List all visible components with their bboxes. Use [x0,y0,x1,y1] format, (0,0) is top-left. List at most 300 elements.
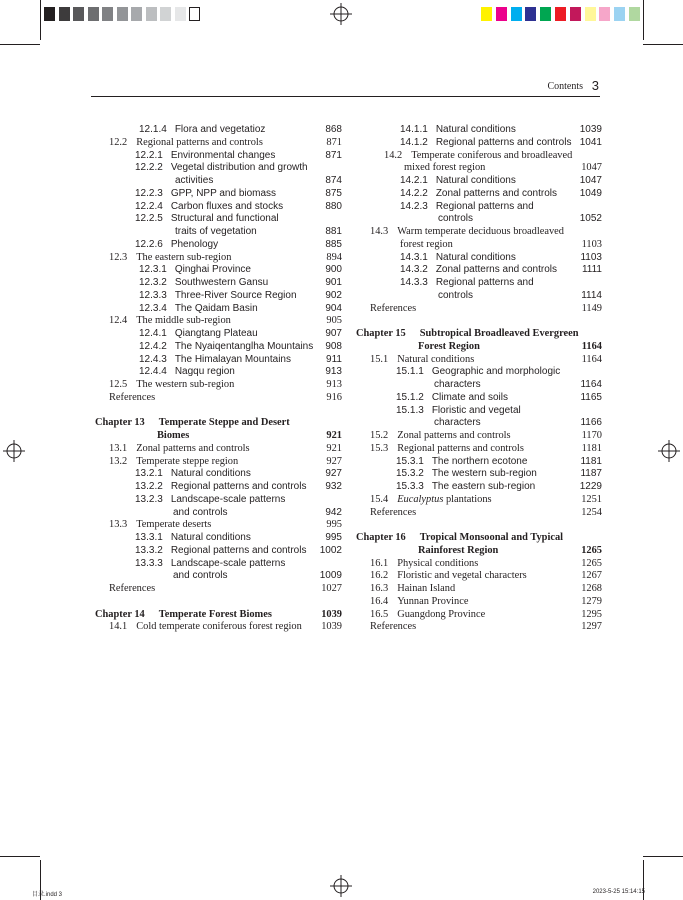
toc-chapter-heading[interactable] [356,328,602,341]
toc-entry-number: 13.2.3 [135,493,163,505]
color-swatch [496,7,507,21]
toc-entry-number: 15.1.3 [396,404,424,416]
toc-entry-title: Geographic and morphologic [431,366,561,378]
toc-entry[interactable] [370,264,602,277]
toc-entry-title: Physical conditions [397,557,479,569]
toc-entry-title: Temperate coniferous and broadleaved [411,149,573,161]
toc-right-column [356,124,602,634]
toc-entry-number: 16.5 [370,608,389,620]
toc-entry-number: 12.2.3 [135,187,163,199]
toc-entry-number: 12.4 [109,315,128,327]
toc-entry[interactable] [370,252,602,265]
toc-entry-number: 15.1.2 [396,391,424,403]
toc-entry-title: traits of vegetation [175,226,257,237]
color-swatch [585,7,596,21]
toc-entry-title: forest region [400,238,453,250]
toc-page-number: 894 [326,251,342,263]
toc-entry[interactable] [370,494,602,507]
registration-mark-icon [658,440,680,462]
toc-spacer [95,405,342,418]
toc-entry-number: 15.1 [370,353,389,365]
toc-entry-title: Warm temperate deciduous broadleaved [397,226,564,237]
toc-entry-title: Landscape-scale patterns [170,493,286,505]
toc-entry[interactable] [370,379,602,392]
toc-entry-title: Three-River Source Region [174,289,297,301]
toc-entry-number: 13.1 [109,442,128,454]
toc-entry-title: Zonal patterns and controls [435,264,557,276]
toc-entry-number: 14.3 [370,226,389,237]
toc-entry[interactable] [370,239,602,252]
toc-entry-number: 14.3.2 [400,264,428,276]
toc-entry[interactable] [95,456,342,469]
toc-entry[interactable] [95,468,342,481]
toc-entry[interactable] [95,366,342,379]
toc-entry[interactable] [95,558,342,571]
toc-entry-number: 12.3.1 [139,264,167,276]
toc-entry-title: characters [434,417,481,429]
toc-entry-title: Natural conditions [435,251,516,263]
color-swatch [629,7,640,21]
toc-entry[interactable] [370,570,602,583]
toc-entry-number: 15.1.1 [396,366,424,378]
toc-entry-number: 12.3.2 [139,277,167,288]
toc-entry[interactable] [370,481,602,494]
toc-entry-number: 12.2.4 [135,200,163,212]
toc-entry-number: 12.2.1 [135,149,163,161]
running-header-title: Contents [547,81,583,92]
toc-entry[interactable] [370,443,602,456]
toc-page-number: 927 [326,455,342,467]
toc-chapter-heading[interactable] [370,545,602,558]
color-swatch [599,7,610,21]
toc-page-number: 1149 [581,302,602,314]
toc-entry[interactable] [370,213,602,226]
registration-mark-icon [330,3,352,25]
toc-page-number: 1166 [580,417,602,429]
toc-entry-number: 14.1.1 [400,124,428,135]
toc-entry[interactable] [370,596,602,609]
toc-page-number: 874 [325,175,342,186]
toc-page-number: 1049 [579,187,602,199]
toc-entry-title: References [109,391,156,403]
toc-entry[interactable] [370,137,602,150]
color-swatch [160,7,171,21]
toc-entry-title: Vegetal distribution and growth [170,162,308,174]
toc-entry-title: The western sub-region [431,468,537,480]
toc-entry-title: Floristic and vegetal characters [397,570,527,582]
toc-entry[interactable] [95,162,342,175]
color-swatch [59,7,70,21]
toc-entry-title: Temperate Forest Biomes [158,608,272,620]
toc-entry[interactable] [370,162,602,175]
toc-entry[interactable] [95,124,342,137]
toc-page-number: 1251 [581,493,602,505]
toc-entry-number: 12.3.4 [139,302,167,314]
toc-entry-number: 16.1 [370,557,389,569]
toc-entry-number: 13.2 [109,455,128,467]
toc-entry-title-rest: plantations [443,493,492,505]
toc-page-number: 1103 [580,251,602,263]
toc-entry[interactable] [370,201,602,214]
toc-entry-title: The middle sub-region [136,315,231,327]
toc-entry-number: 16.4 [370,595,389,607]
toc-entry-title: References [370,506,417,518]
toc-entry-title-italic: Eucalyptus [397,493,444,505]
toc-page-number: 942 [325,506,342,518]
toc-page-number: 1103 [581,238,602,250]
toc-entry-number: 12.1.4 [139,124,167,135]
toc-page-number: 1265 [581,557,602,569]
toc-entry-title: Carbon fluxes and stocks [170,200,284,212]
toc-entry-number: 15.3 [370,442,389,454]
toc-entry-number: 15.3.2 [396,468,424,480]
crop-mark [643,44,683,45]
toc-entry[interactable] [370,150,602,163]
toc-entry-title: characters [434,379,481,390]
toc-entry-title: Zonal patterns and controls [397,430,511,441]
toc-entry-number: Chapter 15 [356,328,406,339]
toc-entry-title: Temperate Steppe and Desert [158,417,290,429]
toc-entry-number: 12.4.4 [139,366,167,378]
toc-entry-number: 12.3 [109,251,128,263]
toc-entry-title: Cold temperate coniferous forest region [136,621,302,633]
toc-entry-number: 12.2.5 [135,213,163,225]
toc-entry-title: controls [438,213,474,225]
toc-entry[interactable] [95,252,342,265]
toc-chapter-heading[interactable] [356,532,602,545]
toc-page-number: 1114 [581,289,602,301]
toc-page-number: 907 [325,328,342,339]
color-swatch [117,7,128,21]
toc-page-number: 908 [325,340,342,352]
toc-entry-title: The Qaidam Basin [174,302,258,314]
toc-page-number: 1164 [580,379,602,390]
toc-page-number: 1041 [579,136,602,148]
registration-mark-icon [3,440,25,462]
toc-entry-title: Qinghai Province [174,264,251,276]
toc-page-number: 1164 [581,340,602,352]
toc-entry-number: 14.2 [384,149,403,161]
toc-page-number: 1187 [580,468,602,480]
toc-page-number: 904 [325,302,342,314]
toc-entry-title: References [109,583,156,594]
toc-chapter-heading[interactable] [95,430,342,443]
toc-page-number: 913 [326,379,342,390]
toc-page-number: 1295 [581,608,602,620]
toc-page-number: 1181 [580,455,602,467]
toc-entry[interactable] [95,443,342,456]
toc-entry-title: Biomes [157,430,190,441]
toc-page-number: 902 [325,289,342,301]
crop-mark [0,44,40,45]
toc-entry-number: 14.2.1 [400,175,428,186]
toc-entry-title: Hainan Island [397,583,456,594]
toc-entry-title: mixed forest region [404,162,486,174]
toc-entry-number: 16.3 [370,583,389,594]
color-swatch [44,7,55,21]
toc-entry[interactable] [370,609,602,622]
toc-entry-title: Rainforest Region [418,544,499,556]
toc-entry-title: References [370,621,417,633]
toc-page-number: 868 [325,124,342,135]
toc-entry[interactable] [95,481,342,494]
toc-entry-number: 15.4 [370,493,389,505]
toc-entry-number: 14.2.3 [400,200,428,212]
toc-entry-title: Regional patterns and [435,200,534,212]
toc-entry-number: 12.2.6 [135,238,163,250]
toc-entry[interactable] [95,137,342,150]
toc-entry-number: 13.3.1 [135,532,163,543]
toc-page-number: 921 [326,442,342,454]
toc-page-number: 1002 [319,544,342,556]
toc-page-number: 875 [325,187,342,199]
toc-page-number: 905 [326,315,342,327]
slug-file-name: 目录.indd 3 [32,892,63,898]
toc-left-column [95,124,342,634]
toc-page-number: 1268 [581,583,602,594]
toc-entry-number: 12.4.2 [139,340,167,352]
toc-entry-title: Temperate steppe region [136,455,239,467]
toc-entry[interactable] [95,379,342,392]
toc-entry[interactable] [95,328,342,341]
toc-page-number: 1047 [581,162,602,174]
toc-entry-title: Climate and soils [431,391,508,403]
toc-page-number: 1181 [581,442,602,454]
toc-entry-title: Yunnan Province [397,595,469,607]
toc-entry[interactable] [95,545,342,558]
toc-entry[interactable] [95,201,342,214]
toc-entry[interactable] [95,570,342,583]
toc-entry[interactable] [370,430,602,443]
toc-entry[interactable] [370,188,602,201]
toc-entry-title: The northern ecotone [431,455,528,467]
toc-entry-number: 13.2.2 [135,481,163,492]
toc-page-number: 900 [325,264,342,276]
toc-entry-title: Environmental changes [170,149,276,161]
toc-entry[interactable] [370,303,602,316]
toc-entry-title: The Nyaiqentanglha Mountains [174,340,314,352]
toc-entry-number: 14.3.3 [400,277,428,288]
header-rule [91,96,600,97]
toc-entry-title: activities [175,175,214,186]
toc-entry[interactable] [95,226,342,239]
toc-entry[interactable] [95,507,342,520]
color-swatch [189,7,200,21]
toc-entry[interactable] [370,366,602,379]
toc-entry-title: Natural conditions [435,175,516,186]
toc-entry-number: Chapter 16 [356,532,406,543]
running-header-page-number: 3 [591,78,599,93]
toc-entry[interactable] [95,303,342,316]
toc-entry-number: 14.1.2 [400,136,428,148]
toc-entry-title: Regional patterns and controls [170,544,307,556]
color-swatch [73,7,84,21]
toc-page-number: 1009 [319,570,342,582]
toc-page-number: 995 [326,519,342,531]
toc-page-number: 1027 [321,583,342,594]
toc-page-number: 881 [325,226,342,237]
toc-entry-number: 14.3.1 [400,251,428,263]
toc-entry-title: Flora and vegetatioz [174,124,266,135]
toc-page-number: 1164 [581,353,602,365]
toc-entry-title: Zonal patterns and controls [136,442,250,454]
toc-page-number: 1047 [579,175,602,186]
toc-page-number: 1267 [581,570,602,582]
toc-entry[interactable] [370,226,602,239]
toc-entry[interactable] [95,175,342,188]
toc-entry[interactable] [95,264,342,277]
toc-entry-title: References [370,302,417,314]
color-swatch [88,7,99,21]
toc-page-number: 916 [326,391,342,403]
toc-entry-title: Regional patterns and controls [170,481,307,492]
color-swatch [511,7,522,21]
toc-entry[interactable] [370,558,602,571]
color-swatch [146,7,157,21]
toc-entry[interactable] [370,392,602,405]
toc-entry[interactable] [370,456,602,469]
toc-entry[interactable] [370,417,602,430]
color-swatch [102,7,113,21]
toc-entry[interactable] [370,124,602,137]
toc-entry[interactable] [370,175,602,188]
toc-entry-number: 13.3 [109,519,128,531]
toc-entry-title: Zonal patterns and controls [435,187,557,199]
toc-entry[interactable] [95,583,342,596]
toc-entry-title: Regional patterns and [435,277,534,288]
toc-page-number: 911 [326,353,342,365]
toc-entry-title [397,494,491,505]
toc-entry[interactable] [95,277,342,290]
toc-entry[interactable] [95,532,342,545]
registration-mark-icon [330,875,352,897]
toc-entry[interactable] [95,354,342,367]
toc-page-number: 1039 [321,608,342,620]
toc-entry-title: controls [438,289,474,301]
toc-entry-title: and controls [173,506,228,518]
toc-page-number: 1229 [579,481,602,492]
toc-chapter-heading[interactable] [370,341,602,354]
toc-entry-title: and controls [173,570,228,582]
toc-entry[interactable] [95,290,342,303]
toc-entry-number: 13.3.2 [135,544,163,556]
toc-page-number: 1052 [579,213,602,225]
color-swatch [614,7,625,21]
toc-entry[interactable] [370,354,602,367]
crop-mark [0,856,40,857]
toc-entry-title: Subtropical Broadleaved Evergreen [419,328,579,339]
toc-entry-title: Natural conditions [170,468,251,480]
toc-page-number: 1279 [581,595,602,607]
toc-entry-title: Guangdong Province [397,608,486,620]
toc-entry-title: Natural conditions [170,532,251,543]
toc-page-number: 1265 [581,544,602,556]
toc-entry-number: 12.4.3 [139,353,167,365]
toc-chapter-heading[interactable] [95,609,342,622]
toc-entry-title: The eastern sub-region [136,251,232,263]
toc-entry-number: 13.3.3 [135,557,163,569]
toc-entry-number: Chapter 13 [95,417,145,429]
toc-entry-number: 12.3.3 [139,289,167,301]
toc-chapter-heading[interactable] [95,417,342,430]
toc-entry[interactable] [95,150,342,163]
toc-entry-number: Chapter 14 [95,608,145,620]
toc-entry[interactable] [95,239,342,252]
color-swatch [555,7,566,21]
toc-entry[interactable] [370,507,602,520]
toc-entry-title: Nagqu region [174,366,235,378]
toc-entry-number: 12.2 [109,136,128,148]
toc-entry-title: Natural conditions [397,353,475,365]
toc-entry-title: Tropical Monsoonal and Typical [419,532,564,543]
toc-entry-title: The Himalayan Mountains [174,353,291,365]
toc-entry-number: 16.2 [370,570,389,582]
toc-page-number: 995 [325,532,342,543]
toc-spacer [370,519,602,532]
color-swatch [481,7,492,21]
toc-entry-number: 15.2 [370,430,389,441]
toc-page-number: 1039 [579,124,602,135]
toc-entry[interactable] [95,341,342,354]
toc-entry[interactable] [95,519,342,532]
toc-page-number: 871 [325,149,342,161]
toc-spacer [370,315,602,328]
toc-entry-title: Temperate deserts [136,519,212,531]
toc-entry-title: Natural conditions [435,124,516,135]
toc-page-number: 885 [325,238,342,250]
toc-page-number: 1297 [581,621,602,633]
toc-entry-number: 14.1 [109,621,128,633]
toc-entry[interactable] [95,392,342,405]
toc-entry-title: Structural and functional [170,213,279,225]
toc-entry[interactable] [95,621,342,634]
toc-page-number: 1039 [321,621,342,633]
toc-entry-title: Regional patterns and controls [397,442,524,454]
toc-entry-title: Phenology [170,238,219,250]
toc-entry-number: 15.3.3 [396,481,424,492]
toc-entry-number: 12.5 [109,379,128,390]
toc-entry-number: 12.4.1 [139,328,167,339]
toc-entry[interactable] [370,621,602,634]
toc-entry[interactable] [370,583,602,596]
toc-page-number: 871 [326,136,342,148]
toc-entry-number: 13.2.1 [135,468,163,480]
color-swatch [175,7,186,21]
toc-entry[interactable] [370,290,602,303]
crop-mark [40,0,41,40]
slug-datetime: 2023-5-25 15:14:15 [592,889,645,895]
toc-entry-title: Landscape-scale patterns [170,557,286,569]
toc-spacer [95,596,342,609]
toc-entry[interactable] [95,315,342,328]
crop-mark [643,856,683,857]
toc-entry[interactable] [95,188,342,201]
toc-entry-number: 12.2.2 [135,162,163,174]
toc-entry-title: Regional patterns and controls [136,136,263,148]
crop-mark [643,0,644,40]
toc-entry-title: Southwestern Gansu [174,277,269,288]
toc-entry[interactable] [370,468,602,481]
toc-entry-number: 15.3.1 [396,455,424,467]
toc-entry[interactable] [95,213,342,226]
toc-entry-title: Regional patterns and controls [435,136,572,148]
color-swatch [570,7,581,21]
toc-page-number: 927 [325,468,342,480]
toc-page-number: 1170 [581,430,602,441]
toc-entry[interactable] [95,494,342,507]
toc-entry[interactable] [370,405,602,418]
toc-entry[interactable] [370,277,602,290]
